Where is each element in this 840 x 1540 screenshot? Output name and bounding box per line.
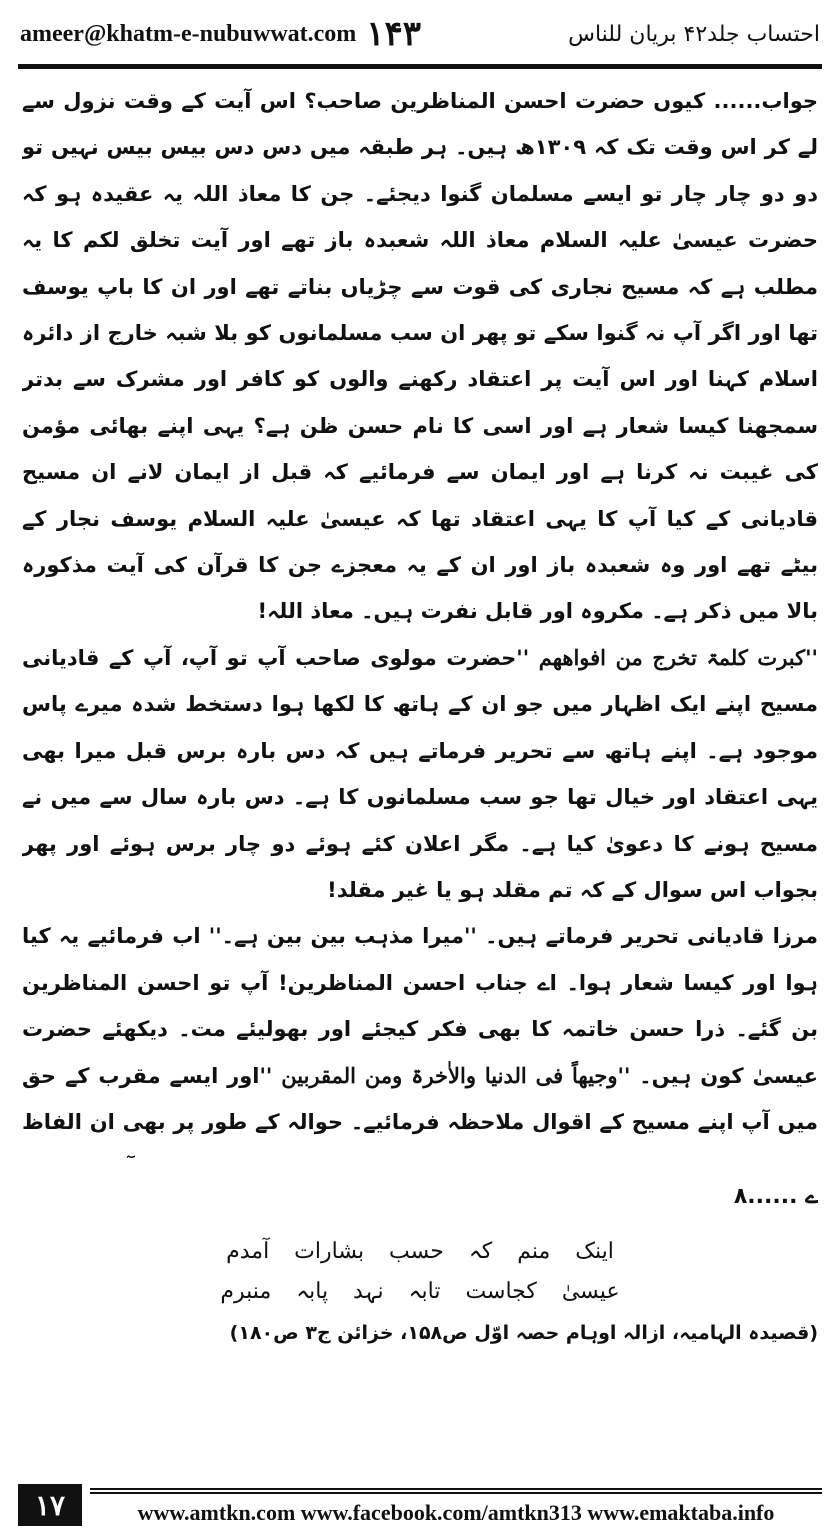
page-footer [18,1484,822,1530]
header-left [20,14,421,54]
verse-line-2: عیسیٰ کجاست تابہ نہد پابہ منبرم [220,1279,620,1304]
numbered-item: ۸...... ے [733,1184,818,1209]
footer-urls: www.amtkn.com www.facebook.com/amtkn313 www.emaktaba.info [137,1500,775,1525]
quran-quote-1: ''کبرت کلمۃ تخرج من افواھھم [538,644,818,670]
verse-line-1: اینک منم کہ حسب بشارات آمدم [226,1239,614,1264]
reference-citation: (قصیدہ الہامیہ، ازالہ اوہام حصہ اوّل ص۱۵۸، خزائن ج۳ ص۱۸۰) [229,1322,818,1344]
persian-verse [200,1232,640,1312]
footer-rule-1 [90,1488,822,1490]
quran-quote-2: وجیھاً فی الدنیا والاٰخرۃ ومن المقربین [281,1062,618,1088]
paragraph-3-tail: ''اور ایسے مقرب کے حق میں آپ اپنے مسیح کے اقوال ملاحظہ فرمائیے۔ حوالہ کے طور پر بھی ان الفاظ [22,1063,818,1134]
header-book-title: احتساب جلد۴۲ بریان للناس [568,21,820,47]
paragraph-2 [22,635,818,913]
paragraph-1: جواب...... کیوں حضرت احسن المناظرین صاحب؟ اس آیت کے وقت نزول سے لے کر اس وقت تک کہ ۱۳۰۹ھ ہیں۔ ہر طبقہ میں دس دس بیس بیس نہیں تو دو دو چار چار تو ایسے مسلمان گنوا دیجئے۔ جن کا معاذ اللہ یہ عقیدہ ہو کہ حضرت عیسیٰ علیہ السلام معاذ اللہ شعبدہ باز تھے اور آیت تخلق لکم کا یہ مطلب ہے کہ مسیح نجاری کی قوت سے چڑیاں بناتے تھے اور ان کا باپ یوسف تھا اور اگر آپ نہ گنوا سکے تو پھر ان سب مسلمانوں کو بلا شبہ خارج از دائرہ اسلام کہنا اور اس آیت پر اعتقاد رکھنے والوں کو کافر اور مشرک سے بدتر سمجھنا کیسا شعار ہے اور اسی کا نام حسن ظن ہے؟ یہی اپنے بھائی مؤمن کی غیبت نہ کرنا ہے اور ایمان سے فرمائیے کہ قبل از ایمان لانے ان مسیح قادیانی کے کیا آپ کا یہی اعتقاد تھا کہ عیسیٰ علیہ السلام یوسف نجار کے بیٹے تھے اور وہ شعبدہ باز اور ان کے یہ معجزے جن کا قرآن کی آیت مذکورہ بالا میں ذکر ہے۔ مکروہ اور قابل نفرت ہیں۔ معاذ اللہ! [22,89,818,624]
header-email: ameer@khatm-e-nubuwwat.com [20,20,357,47]
header-page-number: ۱۴۳ [366,14,422,54]
paragraph-3 [22,913,818,1158]
page-header [20,10,820,58]
body-text [22,78,818,1158]
paragraph-2-text: ''حضرت مولوی صاحب آپ تو آپ، آپ کے قادیانی مسیح اپنے ایک اظہار میں جو ان کے ہاتھ کا لکھا ہوا دستخط شدہ میرے پاس موجود ہے۔ اپنے ہاتھ سے تحریر فرماتے ہیں کہ دس بارہ برس قبل میرا بھی یہی اعتقاد اور خیال تھا جو سب مسلمانوں کا ہے۔ دس بارہ سال سے میں نے مسیح ہونے کا دعویٰ کیا ہے۔ مگر اعلان کئے ہوئے دو چار برس ہوئے اور پھر بجواب اس سوال کے کہ تم مقلد ہو یا غیر مقلد! [22,645,818,902]
footer-rule-2 [90,1492,822,1494]
footer-page-number: ۱۷ [18,1484,82,1526]
header-rule [18,64,822,69]
paragraph-3-text: مرزا قادیانی تحریر فرماتے ہیں۔ ''میرا مذہب بین بین ہے۔'' اب فرمائیے یہ کیا ہوا اور کیسا شعار ہوا۔ اے جناب احسن المناظرین! آپ تو احسن المناظرین بن گئے۔ ذرا حسن خاتمہ کا بھی فکر کیجئے اور بھولیئے مت۔ دیکھئے حضرت عیسیٰ کون ہیں۔ '' [22,924,818,1088]
